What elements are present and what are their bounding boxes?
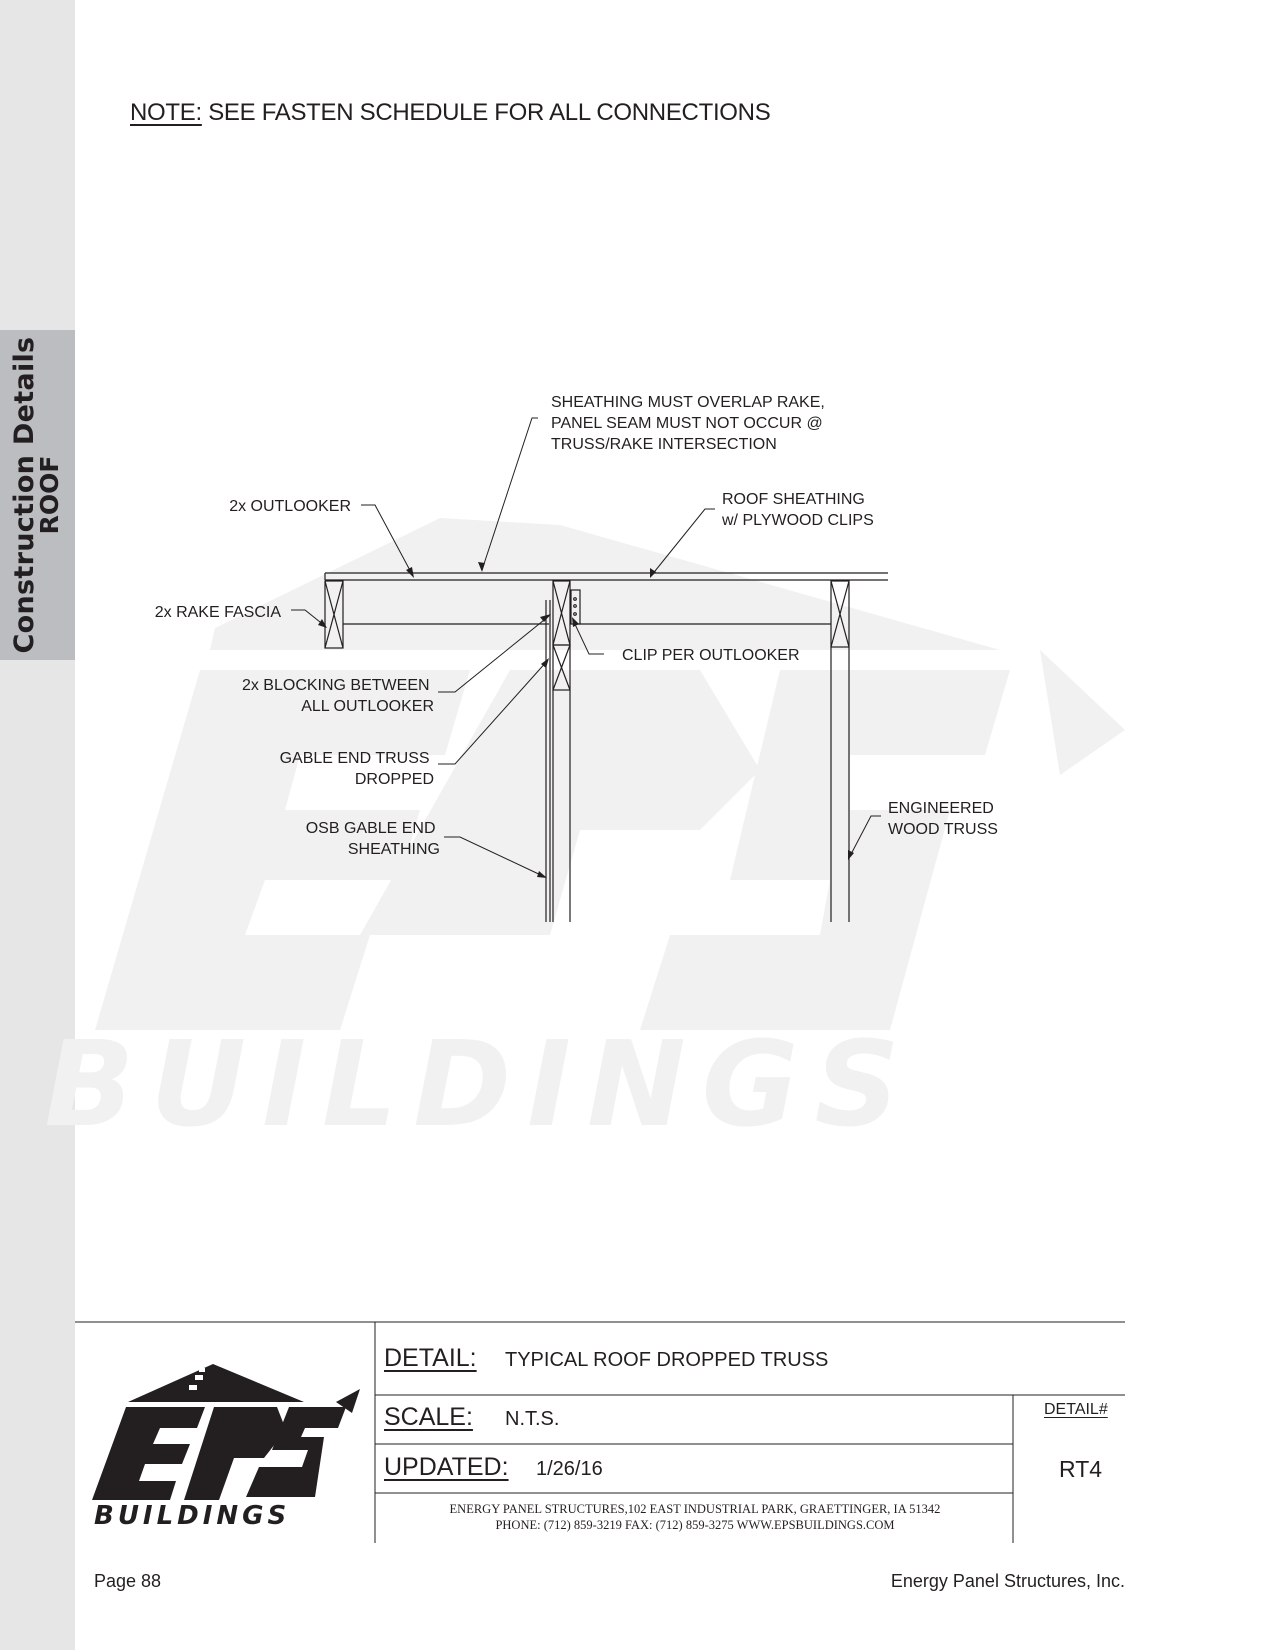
callout-roof-sheathing-line2: w/ PLYWOOD CLIPS bbox=[722, 512, 874, 529]
callout-roof-sheathing-line1: ROOF SHEATHING bbox=[722, 491, 865, 508]
section-tab-title: Construction Details bbox=[9, 336, 40, 654]
note-prefix: NOTE: bbox=[130, 99, 202, 126]
callout-blocking-line2: ALL OUTLOOKER bbox=[301, 698, 434, 715]
company-address bbox=[376, 1501, 1014, 1533]
callout-sheathing-overlap-line2: PANEL SEAM MUST NOT OCCUR @ bbox=[551, 415, 823, 432]
detail-number: RT4 bbox=[1059, 1456, 1103, 1482]
callout-gable-end-truss-line2: DROPPED bbox=[354, 771, 434, 788]
callout-outlooker: 2x OUTLOOKER bbox=[229, 498, 351, 515]
updated-value: 1/26/16 bbox=[536, 1458, 603, 1480]
callout-roof-sheathing bbox=[721, 491, 874, 529]
note-text: SEE FASTEN SCHEDULE FOR ALL CONNECTIONS bbox=[201, 99, 771, 126]
callout-engineered-truss-line1: ENGINEERED bbox=[888, 800, 994, 817]
updated-label: UPDATED: bbox=[384, 1453, 509, 1481]
address-line2: PHONE: (712) 859-3219 FAX: (712) 859-3275 WWW.EPSBUILDINGS.COM bbox=[495, 1518, 895, 1532]
scale-label: SCALE: bbox=[384, 1403, 473, 1431]
eps-logo bbox=[92, 1364, 360, 1531]
detail-number-label: DETAIL# bbox=[1044, 1401, 1108, 1418]
scale-value: N.T.S. bbox=[505, 1408, 560, 1430]
callout-osb-sheathing-line2: SHEATHING bbox=[347, 841, 440, 858]
address-line1: ENERGY PANEL STRUCTURES,102 EAST INDUSTRIAL PARK, GRAETTINGER, IA 51342 bbox=[449, 1502, 941, 1516]
callout-gable-end-truss bbox=[280, 750, 434, 788]
callout-sheathing-overlap-line1: SHEATHING MUST OVERLAP RAKE, bbox=[551, 394, 825, 411]
callout-sheathing-overlap bbox=[551, 394, 829, 453]
callout-rake-fascia: 2x RAKE FASCIA bbox=[154, 604, 281, 621]
callout-engineered-truss-line2: WOOD TRUSS bbox=[888, 821, 998, 838]
callout-clip: CLIP PER OUTLOOKER bbox=[622, 647, 800, 664]
callout-sheathing-overlap-line3: TRUSS/RAKE INTERSECTION bbox=[551, 436, 777, 453]
section-tab-subtitle: ROOF bbox=[35, 455, 64, 535]
detail-label: DETAIL: bbox=[384, 1344, 477, 1372]
logo-word: BUILDINGS bbox=[94, 1501, 291, 1531]
footer-company: Energy Panel Structures, Inc. bbox=[890, 1571, 1125, 1591]
callout-gable-end-truss-line1: GABLE END TRUSS bbox=[279, 750, 430, 767]
callout-blocking-line1: 2x BLOCKING BETWEEN bbox=[241, 677, 430, 694]
watermark-text: BUILDINGS bbox=[44, 1015, 916, 1153]
detail-value: TYPICAL ROOF DROPPED TRUSS bbox=[505, 1349, 829, 1371]
callout-osb-sheathing-line1: OSB GABLE END bbox=[305, 820, 436, 837]
page-number: Page 88 bbox=[94, 1571, 162, 1591]
